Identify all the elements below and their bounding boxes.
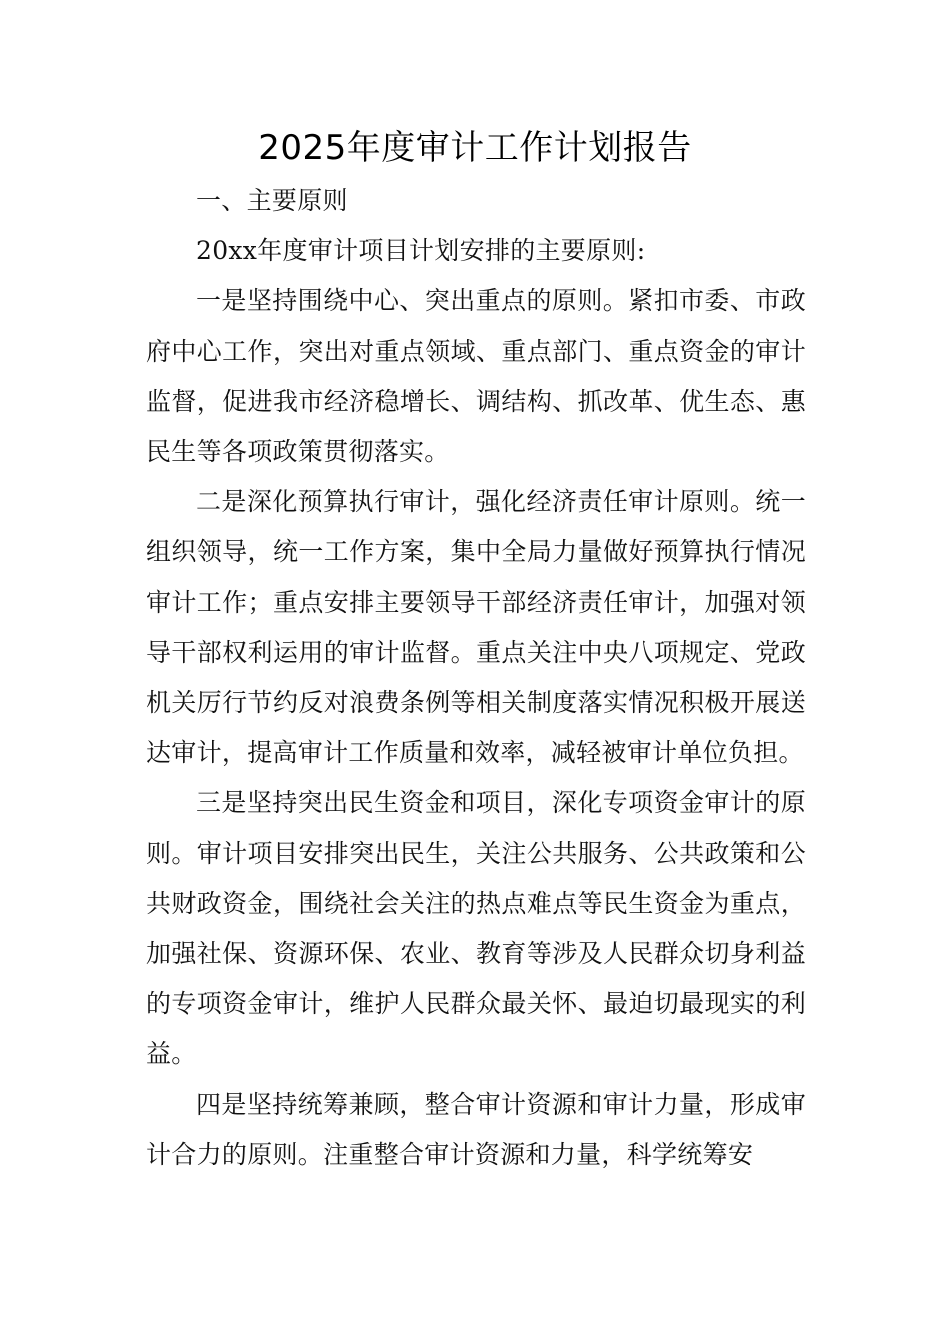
paragraph-principle-3: 三是坚持突出民生资金和项目，深化专项资金审计的原则。审计项目安排突出民生，关注公共服务、公共政策和公共财政资金，围绕社会关注的热点难点等民生资金为重点，加强社保、资源环保、农业、教育等涉及人民群众切身利益的专项资金审计，维护人民群众最关怀、最迫切最现实的利益。 xyxy=(146,788,806,1069)
section-heading: 一、主要原则 xyxy=(196,186,348,215)
paragraph-principle-2: 二是深化预算执行审计，强化经济责任审计原则。统一组织领导，统一工作方案，集中全局力量做好预算执行情况审计工作；重点安排主要领导干部经济责任审计，加强对领导干部权利运用的审计监督。重点关注中央八项规定、党政机关厉行节约反对浪费条例等相关制度落实情况积极开展送达审计，提高审计工作质量和效率，减轻被审计单位负担。 xyxy=(146,487,806,768)
paragraph-principle-1: 一是坚持围绕中心、突出重点的原则。紧扣市委、市政府中心工作，突出对重点领域、重点部门、重点资金的审计监督，促进我市经济稳增长、调结构、抓改革、优生态、惠民生等各项政策贯彻落实。 xyxy=(146,286,806,467)
intro-paragraph: 20xx年度审计项目计划安排的主要原则: xyxy=(196,236,646,266)
paragraph-principle-4: 四是坚持统筹兼顾，整合审计资源和审计力量，形成审计合力的原则。注重整合审计资源和力量，科学统筹安 xyxy=(146,1089,806,1169)
document-body xyxy=(146,176,806,1180)
document-title: 2025年度审计工作计划报告 xyxy=(258,128,692,168)
